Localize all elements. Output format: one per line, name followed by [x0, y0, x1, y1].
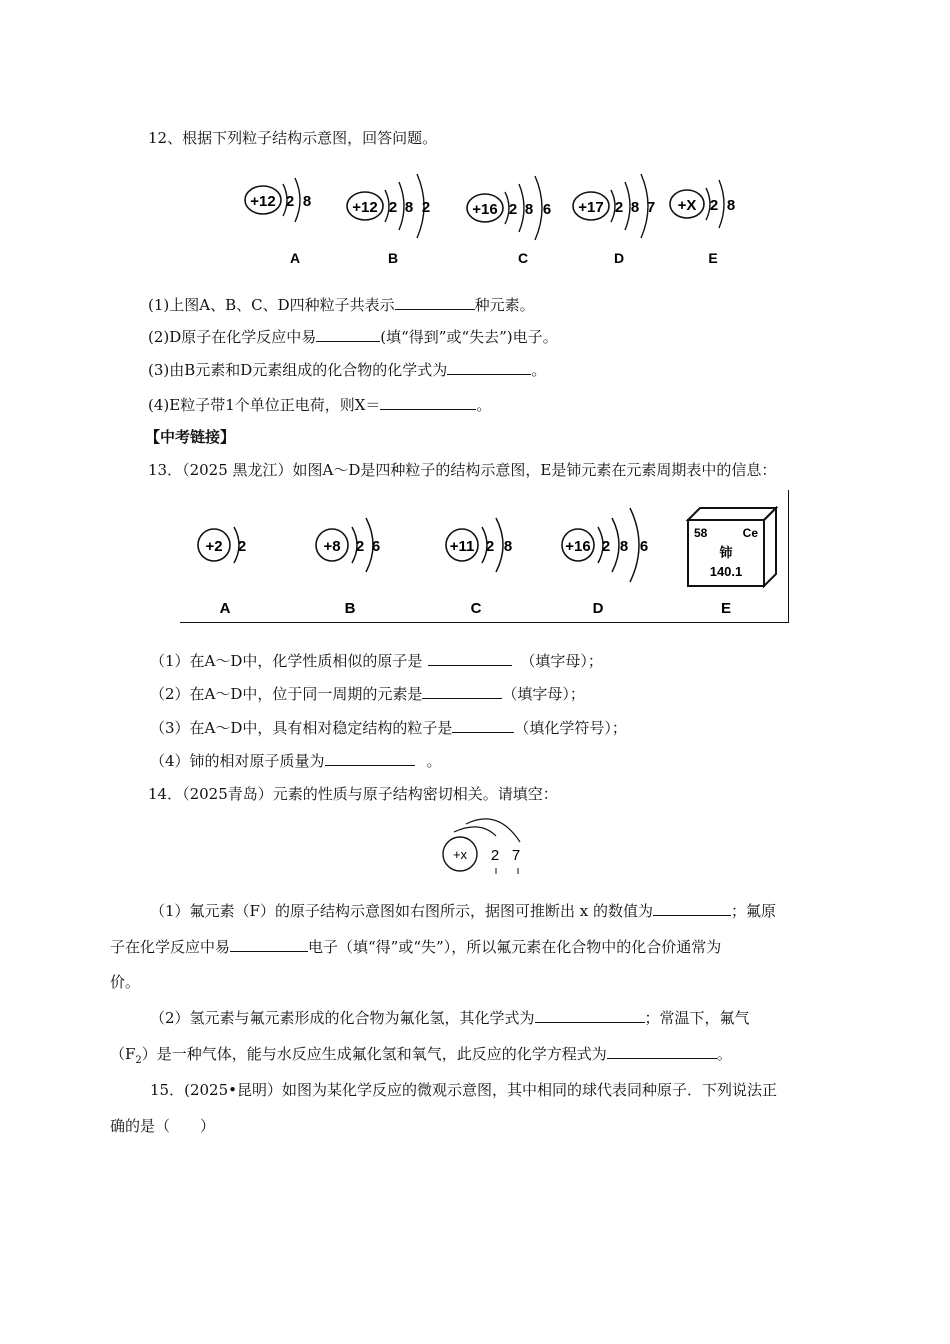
q14-p1-text-2: 子在化学反应中易: [110, 938, 231, 956]
q12-diagram-d: [573, 174, 655, 266]
q14-x-blank[interactable]: [653, 901, 731, 916]
q13-b-letter: B: [344, 600, 356, 617]
q12-diagram-e: [670, 180, 735, 266]
q13-element-number: 58: [694, 526, 708, 540]
q12-p2-blank[interactable]: [316, 327, 380, 342]
q13-p1-suffix: （填字母）；: [520, 652, 603, 670]
q12-c-nucleus: +16: [472, 201, 498, 218]
q14-p1-text-3: 电子（填“得”或“失”），所以氟元素在化合物中的化合价通常为: [308, 938, 722, 956]
q12-diagram-b: [347, 174, 430, 266]
q14-nucleus: +x: [452, 847, 468, 862]
q12-part-1: [148, 295, 535, 315]
q13-c-shell-1: 2: [485, 538, 495, 555]
q13-part-1: [150, 651, 603, 671]
q12-b-shell-2: 8: [404, 199, 414, 216]
q14-formula-blank[interactable]: [535, 1008, 645, 1023]
q12-d-shell-1: 2: [614, 199, 624, 216]
q13-diagram-b: [316, 518, 380, 617]
q12-c-shell-1: 2: [508, 201, 518, 218]
q13-element-letter: E: [720, 600, 732, 617]
q14-part-2-line-2: [110, 1044, 732, 1071]
q13-p2-blank[interactable]: [422, 684, 502, 699]
link-header: 【中考链接】: [145, 428, 236, 446]
q13-diagrams: [180, 490, 788, 622]
q13-element-card: [688, 508, 776, 617]
q13-b-nucleus: +8: [323, 538, 341, 555]
q13-p1-text: （1）在A～D中，化学性质相似的原子是: [150, 652, 423, 670]
q12-part-4: [148, 395, 491, 415]
q13-part-2: [150, 684, 585, 704]
q13-diagram-c: [446, 518, 512, 617]
q13-diagram-d: [562, 508, 648, 617]
q13-b-shell-2: 6: [371, 538, 381, 555]
q13-b-shell-1: 2: [355, 538, 365, 555]
q12-p3-blank[interactable]: [447, 360, 531, 375]
q12-b-letter: B: [387, 250, 399, 266]
q13-a-shell-1: 2: [237, 538, 247, 555]
q14-equation-blank[interactable]: [607, 1044, 717, 1059]
q14-p2-suffix: ；常温下，氟气: [644, 1009, 750, 1027]
q13-a-nucleus: +2: [205, 538, 223, 555]
q12-p1-blank[interactable]: [395, 295, 475, 310]
q14-p2-text: （2）氢元素与氟元素形成的化合物为氟化氢，其化学式为: [150, 1009, 535, 1027]
q13-c-shell-2: 8: [503, 538, 513, 555]
q13-part-4: [150, 751, 442, 771]
q13-element-name: 铈: [719, 545, 733, 560]
q12-diagram-c: [467, 176, 551, 266]
q13-p1-blank[interactable]: [428, 651, 512, 666]
q12-p2-text: (2)D原子在化学反应中易: [148, 328, 317, 346]
q13-p2-suffix: （填字母）；: [502, 685, 585, 703]
q13-diagram-a: [198, 527, 246, 617]
q13-c-nucleus: +11: [449, 538, 475, 555]
q13-part-3: [150, 718, 627, 738]
q12-a-letter: A: [289, 250, 301, 266]
q14-electron-blank[interactable]: [230, 937, 308, 952]
q14-part-1-line-1: [150, 901, 776, 921]
q14-p2-text-3: ）是一种气体，能与水反应生成氟化氢和氧气，此反应的化学方程式为: [141, 1045, 607, 1063]
q13-p3-blank[interactable]: [452, 718, 514, 733]
q14-shell-2: 7: [511, 847, 521, 864]
q13-d-shell-1: 2: [601, 538, 611, 555]
q13-d-shell-2: 8: [619, 538, 629, 555]
q14-p2-text-2: （F: [110, 1045, 136, 1063]
q13-d-letter: D: [592, 600, 604, 617]
q14-p1-text: （1）氟元素（F）的原子结构示意图如右图所示，据图可推断出 x 的数值为: [150, 902, 653, 920]
q14-part-1-line-2: [110, 937, 721, 957]
q13-element-mass: 140.1: [709, 564, 743, 579]
q14-p1-suffix: ；氟原: [730, 902, 776, 920]
q14-title: 14．（2025青岛）元素的性质与原子结构密切相关。请填空：: [148, 785, 558, 803]
q13-p3-text: （3）在A～D中，具有相对稳定结构的粒子是: [150, 719, 453, 737]
q14-part-1-line-3: 价。: [110, 973, 141, 991]
q13-d-nucleus: +16: [565, 538, 591, 555]
q12-p1-suffix: 种元素。: [474, 296, 535, 314]
q12-a-shell-2: 8: [302, 193, 312, 210]
q14-p2-suffix-2: 。: [716, 1045, 732, 1063]
q13-element-symbol: Ce: [742, 526, 758, 540]
q12-c-shell-2: 8: [524, 201, 534, 218]
q13-p4-text: （4）铈的相对原子质量为: [150, 752, 325, 770]
q13-p3-suffix: （填化学符号）；: [514, 719, 627, 737]
q12-diagrams: [235, 168, 755, 268]
q12-diagram-a: [245, 178, 311, 266]
q13-p4-blank[interactable]: [325, 751, 415, 766]
q12-p2-suffix: (填“得到”或“失去”)电子。: [380, 328, 558, 346]
q15-line-2: 确的是（ ）: [110, 1117, 216, 1135]
q13-p2-text: （2）在A～D中，位于同一周期的元素是: [150, 685, 423, 703]
q13-p4-suffix: 。: [426, 752, 442, 770]
q12-e-letter: E: [708, 250, 718, 266]
q12-p4-suffix: 。: [476, 396, 492, 414]
q12-a-shell-1: 2: [285, 193, 295, 210]
q12-p3-suffix: 。: [531, 361, 547, 379]
q12-p3-text: (3)由B元素和D元素组成的化合物的化学式为: [148, 361, 448, 379]
q12-part-2: [148, 327, 558, 347]
q15-line-1: 15．(2025•昆明）如图为某化学反应的微观示意图，其中相同的球代表同种原子．下列说法正: [150, 1081, 777, 1099]
q12-c-letter: C: [517, 250, 529, 266]
q12-c-shell-3: 6: [542, 201, 552, 218]
q12-d-letter: D: [613, 250, 625, 266]
q12-e-nucleus: +X: [677, 197, 697, 214]
q12-b-nucleus: +12: [352, 199, 378, 216]
q12-d-nucleus: +17: [578, 199, 604, 216]
q12-a-nucleus: +12: [250, 193, 276, 210]
q12-e-shell-2: 8: [726, 197, 736, 214]
q12-d-shell-2: 8: [630, 199, 640, 216]
q14-shell-1: 2: [490, 847, 500, 864]
q12-p4-blank[interactable]: [380, 395, 476, 410]
q12-b-shell-3: 2: [421, 199, 431, 216]
q13-c-letter: C: [470, 600, 482, 617]
q12-d-shell-3: 7: [646, 199, 656, 216]
q12-e-shell-1: 2: [709, 197, 719, 214]
q13-title: 13．（2025 黑龙江）如图A～D是四种粒子的结构示意图，E是铈元素在元素周期表中的信息：: [148, 461, 777, 479]
q14-part-2-line-1: [150, 1008, 750, 1028]
q14-fluorine-diagram: [440, 812, 540, 882]
q13-a-letter: A: [219, 600, 231, 617]
q12-p4-text: (4)E粒子带1个单位正电荷，则X＝: [148, 396, 381, 414]
q12-part-3: [148, 360, 546, 380]
q12-p1-text: (1)上图A、B、C、D四种粒子共表示: [148, 296, 395, 314]
q12-b-shell-1: 2: [388, 199, 398, 216]
q12-title: 12、根据下列粒子结构示意图，回答问题。: [148, 129, 438, 147]
q14-p2-subscript: 2: [135, 1055, 142, 1066]
q13-d-shell-3: 6: [639, 538, 649, 555]
